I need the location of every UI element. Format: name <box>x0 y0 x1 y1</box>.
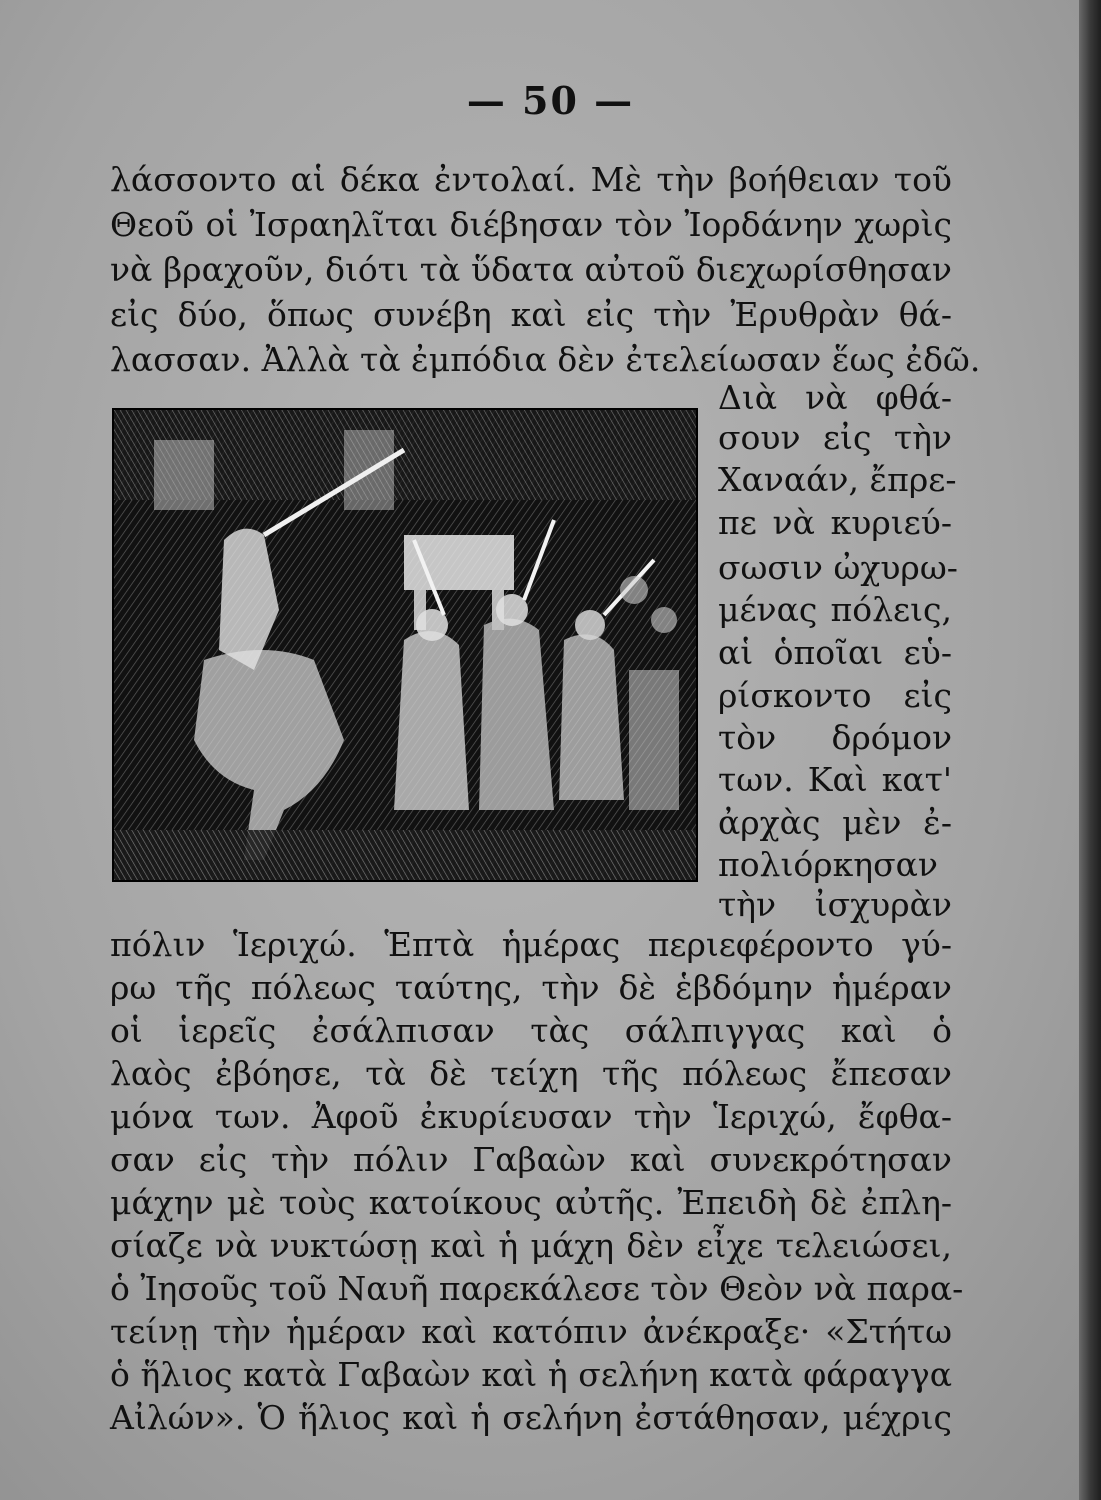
text-line: νὰ βραχοῦν, διότι τὰ ὕδατα αὐτοῦ διεχωρίσθησαν <box>110 250 952 289</box>
text-line: οἱ ἱερεῖς ἐσάλπισαν τὰς σάλπιγγας καὶ ὁ <box>110 1011 952 1050</box>
text-line: Αἰλών». Ὁ ἥλιος καὶ ἡ σελήνη ἐστάθησαν, μέχρις <box>110 1398 952 1437</box>
column-line: Διὰ νὰ φθά- <box>718 378 952 417</box>
text-line: τείνῃ τὴν ἡμέραν καὶ κατόπιν ἀνέκραξε· «Στήτω <box>110 1312 952 1351</box>
column-line: σωσιν ὠχυρω- <box>718 548 958 587</box>
text-line: λασσαν. Ἀλλὰ τὰ ἐμπόδια δὲν ἐτελείωσαν ἕως ἐδῶ. <box>110 340 981 379</box>
text-line: ρω τῆς πόλεως ταύτης, τὴν δὲ ἑβδόμην ἡμέραν <box>110 968 952 1007</box>
column-line: πε νὰ κυριεύ- <box>718 503 952 542</box>
text-line: μάχην μὲ τοὺς κατοίκους αὐτῆς. Ἐπειδὴ δὲ ἐπλη- <box>110 1183 952 1222</box>
column-line: μένας πόλεις, <box>718 590 952 629</box>
column-line: των. Καὶ κατ' <box>718 760 952 799</box>
page-number: — 50 — <box>466 78 635 123</box>
text-line: σίαζε νὰ νυκτώσῃ καὶ ἡ μάχη δὲν εἶχε τελειώσει, <box>110 1226 952 1265</box>
text-line: ὁ Ἰησοῦς τοῦ Ναυῆ παρεκάλεσε τὸν Θεὸν νὰ παρα- <box>110 1269 964 1308</box>
text-line: λαὸς ἐβόησε, τὰ δὲ τείχη τῆς πόλεως ἔπεσαν <box>110 1054 952 1093</box>
column-line: πολιόρκησαν <box>718 845 938 884</box>
text-line: μόνα των. Ἀφοῦ ἐκυρίευσαν τὴν Ἱεριχώ, ἔφθα- <box>110 1097 952 1136</box>
text-line: λάσσοντο αἱ δέκα ἐντολαί. Μὲ τὴν βοήθειαν τοῦ <box>110 160 952 199</box>
text-line: σαν εἰς τὴν πόλιν Γαβαὼν καὶ συνεκρότησαν <box>110 1140 952 1179</box>
text-line: πόλιν Ἱεριχώ. Ἑπτὰ ἡμέρας περιεφέροντο γύ- <box>110 925 952 964</box>
text-line: ὁ ἥλιος κατὰ Γαβαὼν καὶ ἡ σελήνη κατὰ φάραγγα <box>110 1355 952 1394</box>
column-line: σουν εἰς τὴν <box>718 418 952 457</box>
engraving-illustration <box>112 408 698 882</box>
column-line: τὴν ἰσχυρὰν <box>718 885 952 924</box>
column-line: ἀρχὰς μὲν ἐ- <box>718 803 952 842</box>
text-line: εἰς δύο, ὅπως συνέβη καὶ εἰς τὴν Ἐρυθρὰν θά- <box>110 295 952 334</box>
illustration-art <box>114 410 696 880</box>
column-line: Χαναάν, ἔπρε- <box>718 460 957 499</box>
text-line: Θεοῦ οἱ Ἰσραηλῖται διέβησαν τὸν Ἰορδάνην χωρὶς <box>110 205 952 244</box>
column-line: ρίσκοντο εἰς <box>718 676 952 715</box>
column-line: αἱ ὁποῖαι εὑ- <box>718 633 952 672</box>
column-line: τὸν δρόμον <box>718 718 952 757</box>
page-edge-shadow <box>1079 0 1101 1500</box>
